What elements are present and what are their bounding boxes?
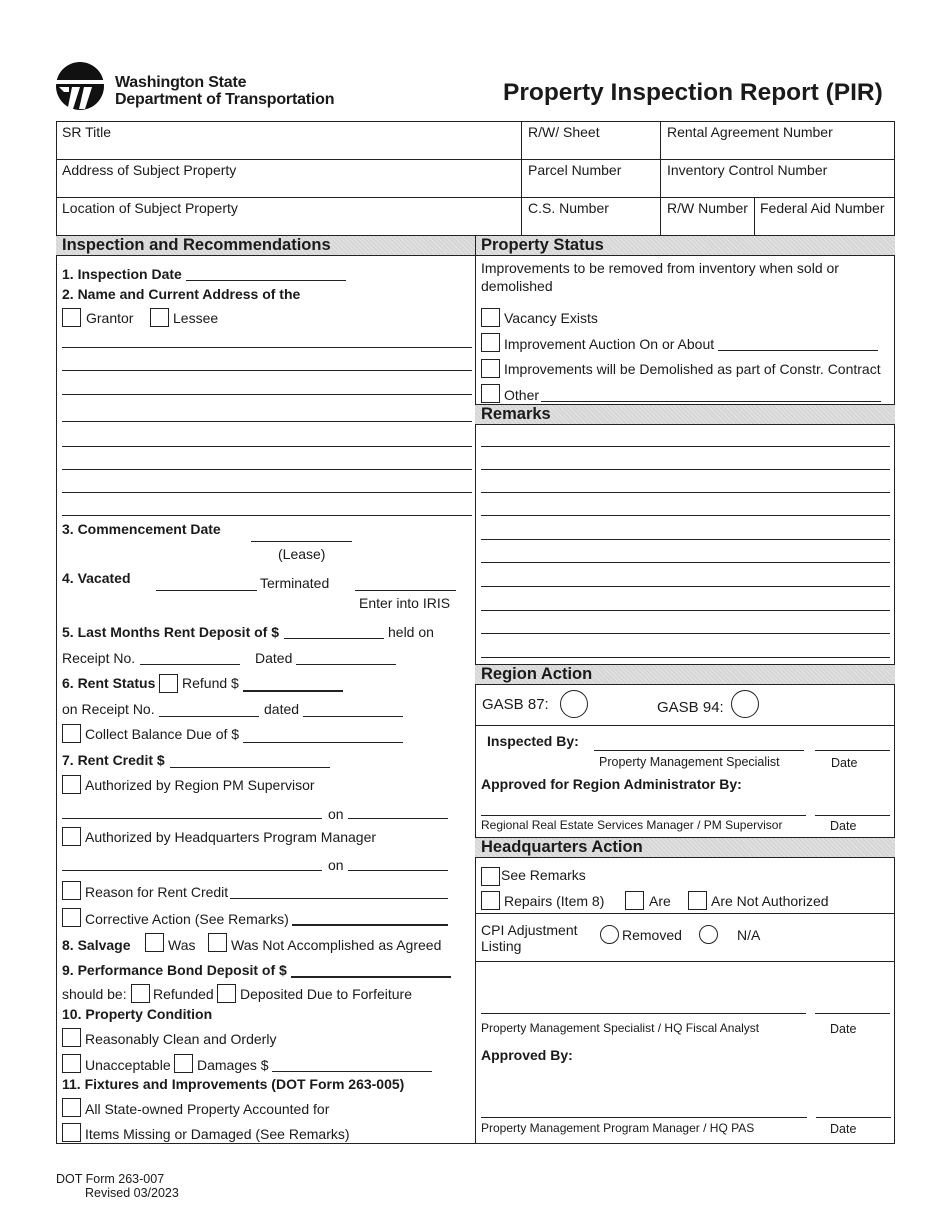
refund-amount-line[interactable] <box>243 690 343 692</box>
unacceptable-checkbox[interactable] <box>62 1054 81 1073</box>
address-field[interactable]: Address of Subject Property <box>62 162 237 178</box>
on2-label: on <box>328 857 344 873</box>
corrective-label: Corrective Action (See Remarks) <box>85 911 289 927</box>
accounted-checkbox[interactable] <box>62 1098 81 1117</box>
approved-region-label: Approved for Region Administrator By: <box>481 776 742 792</box>
auth-region-date-line[interactable] <box>348 818 448 819</box>
on1-label: on <box>328 806 344 822</box>
auction-label: Improvement Auction On or About <box>504 336 715 352</box>
corrective-line[interactable] <box>292 924 448 926</box>
removed-radio[interactable] <box>600 925 619 944</box>
bond-amount-line[interactable] <box>291 976 451 978</box>
regional-mgr-label: Regional Real Estate Services Manager / PM Supervisor <box>481 818 783 832</box>
parcel-field[interactable]: Parcel Number <box>528 162 622 178</box>
corrective-checkbox[interactable] <box>62 908 81 927</box>
terminated-label: Terminated <box>260 575 330 591</box>
held-on-label: held on <box>388 624 434 640</box>
status-intro-line1: Improvements to be removed from inventory when sold or <box>481 260 839 276</box>
damages-line[interactable] <box>272 1071 432 1072</box>
collect-balance-checkbox[interactable] <box>62 724 81 743</box>
hq-action-heading: Headquarters Action <box>475 837 895 858</box>
address-line[interactable] <box>62 421 472 422</box>
item9-label: 9. Performance Bond Deposit of $ <box>62 962 287 978</box>
approved-by-label: Approved By: <box>481 1047 573 1063</box>
auction-date-line[interactable] <box>718 350 878 351</box>
item1-label: 1. Inspection Date <box>62 266 182 282</box>
are-label: Are <box>649 893 671 909</box>
item4-label: 4. Vacated <box>62 570 131 586</box>
deposit-amount-line[interactable] <box>284 638 384 639</box>
refund-label: Refund $ <box>182 675 239 691</box>
rw-sheet-field[interactable]: R/W/ Sheet <box>528 124 600 140</box>
sr-title-field[interactable]: SR Title <box>62 124 112 140</box>
date2-label: Date <box>830 819 857 833</box>
refunded-checkbox[interactable] <box>131 984 150 1003</box>
approved-region-date-line[interactable] <box>815 815 890 816</box>
dated-lower-label: dated <box>264 701 300 717</box>
auth-hq-date-line[interactable] <box>348 870 448 871</box>
other-label: Other <box>504 387 540 403</box>
federal-aid-field[interactable]: Federal Aid Number <box>760 200 885 216</box>
was-label: Was <box>168 937 196 953</box>
other-checkbox[interactable] <box>481 384 500 403</box>
address-line[interactable] <box>62 446 472 447</box>
are-checkbox[interactable] <box>625 891 644 910</box>
rental-agreement-field[interactable]: Rental Agreement Number <box>667 124 833 140</box>
region-action-heading: Region Action <box>475 664 895 685</box>
status-intro-line2: demolished <box>481 278 553 294</box>
inspection-heading: Inspection and Recommendations <box>56 235 475 256</box>
location-field[interactable]: Location of Subject Property <box>62 200 238 216</box>
remarks-heading: Remarks <box>475 404 895 425</box>
item11-label: 11. Fixtures and Improvements (DOT Form 263-005) <box>62 1076 405 1092</box>
auth-region-checkbox[interactable] <box>62 775 81 794</box>
terminated-date-line[interactable] <box>355 590 456 591</box>
auction-checkbox[interactable] <box>481 333 500 352</box>
date3-label: Date <box>830 1022 857 1036</box>
damages-label: Damages $ <box>197 1057 269 1073</box>
collect-balance-line[interactable] <box>243 742 403 743</box>
deposited-label: Deposited Due to Forfeiture <box>240 986 412 1002</box>
address-line[interactable] <box>62 370 472 371</box>
auth-hq-checkbox[interactable] <box>62 827 81 846</box>
auth-hq-label: Authorized by Headquarters Program Manager <box>85 829 377 845</box>
program-mgr-date-line[interactable] <box>816 1117 891 1118</box>
address-line[interactable] <box>62 394 472 395</box>
removed-label: Removed <box>622 927 682 943</box>
agency-line1: Washington State <box>115 74 247 91</box>
address-line[interactable] <box>62 492 472 493</box>
was-not-label: Was Not Accomplished as Agreed <box>231 937 442 953</box>
lease-label: (Lease) <box>278 546 326 562</box>
rent-credit-line[interactable] <box>170 767 330 768</box>
receipt-no-label: Receipt No. <box>62 650 136 666</box>
dated-label: Dated <box>255 650 293 666</box>
salvage-was-not-checkbox[interactable] <box>208 933 227 952</box>
item8-label: 8. Salvage <box>62 937 131 953</box>
address-line[interactable] <box>62 515 472 516</box>
refund-dated-line[interactable] <box>303 716 403 717</box>
fiscal-signature-line[interactable] <box>481 1013 806 1014</box>
see-remarks-checkbox[interactable] <box>481 867 500 886</box>
item3-label: 3. Commencement Date <box>62 521 221 537</box>
address-line[interactable] <box>62 347 472 348</box>
damages-checkbox[interactable] <box>174 1054 193 1073</box>
repairs-checkbox[interactable] <box>481 891 500 910</box>
collect-balance-label: Collect Balance Due of $ <box>85 726 240 742</box>
accounted-label: All State-owned Property Accounted for <box>85 1101 330 1117</box>
wsdot-logo <box>55 61 105 111</box>
grantor-checkbox[interactable] <box>62 308 81 327</box>
missing-checkbox[interactable] <box>62 1123 81 1142</box>
auth-hq-signature-line[interactable] <box>62 870 322 871</box>
na-radio[interactable] <box>699 925 718 944</box>
item7-label: 7. Rent Credit $ <box>62 752 165 768</box>
auth-region-signature-line[interactable] <box>62 818 322 819</box>
program-mgr-label: Property Management Program Manager / HQ PAS <box>481 1121 755 1135</box>
property-status-heading: Property Status <box>475 235 895 256</box>
inspected-date-line[interactable] <box>815 750 890 751</box>
item10-label: 10. Property Condition <box>62 1006 213 1022</box>
address-line[interactable] <box>62 469 472 470</box>
vacancy-label: Vacancy Exists <box>504 310 598 326</box>
item2-label: 2. Name and Current Address of the <box>62 286 301 302</box>
form-number: DOT Form 263-007 <box>56 1172 165 1186</box>
item5-label: 5. Last Months Rent Deposit of $ <box>62 624 280 640</box>
approved-region-signature-line[interactable] <box>481 815 806 816</box>
revised-date: Revised 03/2023 <box>85 1186 179 1200</box>
refunded-label: Refunded <box>153 986 214 1002</box>
commencement-date-line[interactable] <box>251 541 352 542</box>
cs-number-field[interactable]: C.S. Number <box>528 200 609 216</box>
fiscal-date-line[interactable] <box>815 1013 890 1014</box>
na-label: N/A <box>737 927 761 943</box>
pms-label: Property Management Specialist <box>599 755 780 769</box>
gasb94-label: GASB 94: <box>657 699 724 716</box>
lessee-label: Lessee <box>173 310 219 326</box>
item6-label: 6. Rent Status <box>62 675 156 691</box>
lessee-checkbox[interactable] <box>150 308 169 327</box>
clean-label: Reasonably Clean and Orderly <box>85 1031 277 1047</box>
inventory-field[interactable]: Inventory Control Number <box>667 162 828 178</box>
other-line[interactable] <box>541 401 881 402</box>
see-remarks-label: See Remarks <box>501 867 586 883</box>
missing-label: Items Missing or Damaged (See Remarks) <box>85 1126 350 1142</box>
demolished-label: Improvements will be Demolished as part of Constr. Contract <box>504 361 881 377</box>
auth-region-label: Authorized by Region PM Supervisor <box>85 777 315 793</box>
page-title: Property Inspection Report (PIR) <box>503 79 883 106</box>
inspected-by-signature-line[interactable] <box>594 750 804 751</box>
reason-label: Reason for Rent Credit <box>85 884 229 900</box>
refund-checkbox[interactable] <box>159 674 178 693</box>
dated-line[interactable] <box>296 664 396 665</box>
gasb87-label: GASB 87: <box>482 696 549 713</box>
vacancy-checkbox[interactable] <box>481 308 500 327</box>
are-not-label: Are Not Authorized <box>711 893 829 909</box>
rw-number-field[interactable]: R/W Number <box>667 200 748 216</box>
demolished-checkbox[interactable] <box>481 359 500 378</box>
cpi-line2-label: Listing <box>481 938 522 954</box>
unacceptable-label: Unacceptable <box>85 1057 171 1073</box>
clean-checkbox[interactable] <box>62 1028 81 1047</box>
on-receipt-label: on Receipt No. <box>62 701 155 717</box>
inspected-by-label: Inspected By: <box>487 733 579 749</box>
date1-label: Date <box>831 756 858 770</box>
grantor-label: Grantor <box>86 310 134 326</box>
repairs-label: Repairs (Item 8) <box>504 893 605 909</box>
should-be-label: should be: <box>62 986 127 1002</box>
date4-label: Date <box>830 1122 857 1136</box>
deposited-checkbox[interactable] <box>217 984 236 1003</box>
fiscal-label: Property Management Specialist / HQ Fiscal Analyst <box>481 1021 760 1035</box>
cpi-line1-label: CPI Adjustment <box>481 922 578 938</box>
salvage-was-checkbox[interactable] <box>145 933 164 952</box>
refund-receipt-line[interactable] <box>159 716 259 717</box>
reason-line[interactable] <box>230 898 448 899</box>
reason-checkbox[interactable] <box>62 881 81 900</box>
agency-line2: Department of Transportation <box>115 91 335 108</box>
receipt-no-line[interactable] <box>140 664 240 665</box>
gasb87-radio[interactable] <box>560 690 588 718</box>
are-not-checkbox[interactable] <box>688 891 707 910</box>
enter-iris-label: Enter into IRIS <box>359 595 451 611</box>
vacated-date-line[interactable] <box>156 590 257 591</box>
inspection-date-line[interactable] <box>186 280 346 281</box>
gasb94-radio[interactable] <box>731 690 759 718</box>
program-mgr-signature-line[interactable] <box>481 1117 807 1118</box>
